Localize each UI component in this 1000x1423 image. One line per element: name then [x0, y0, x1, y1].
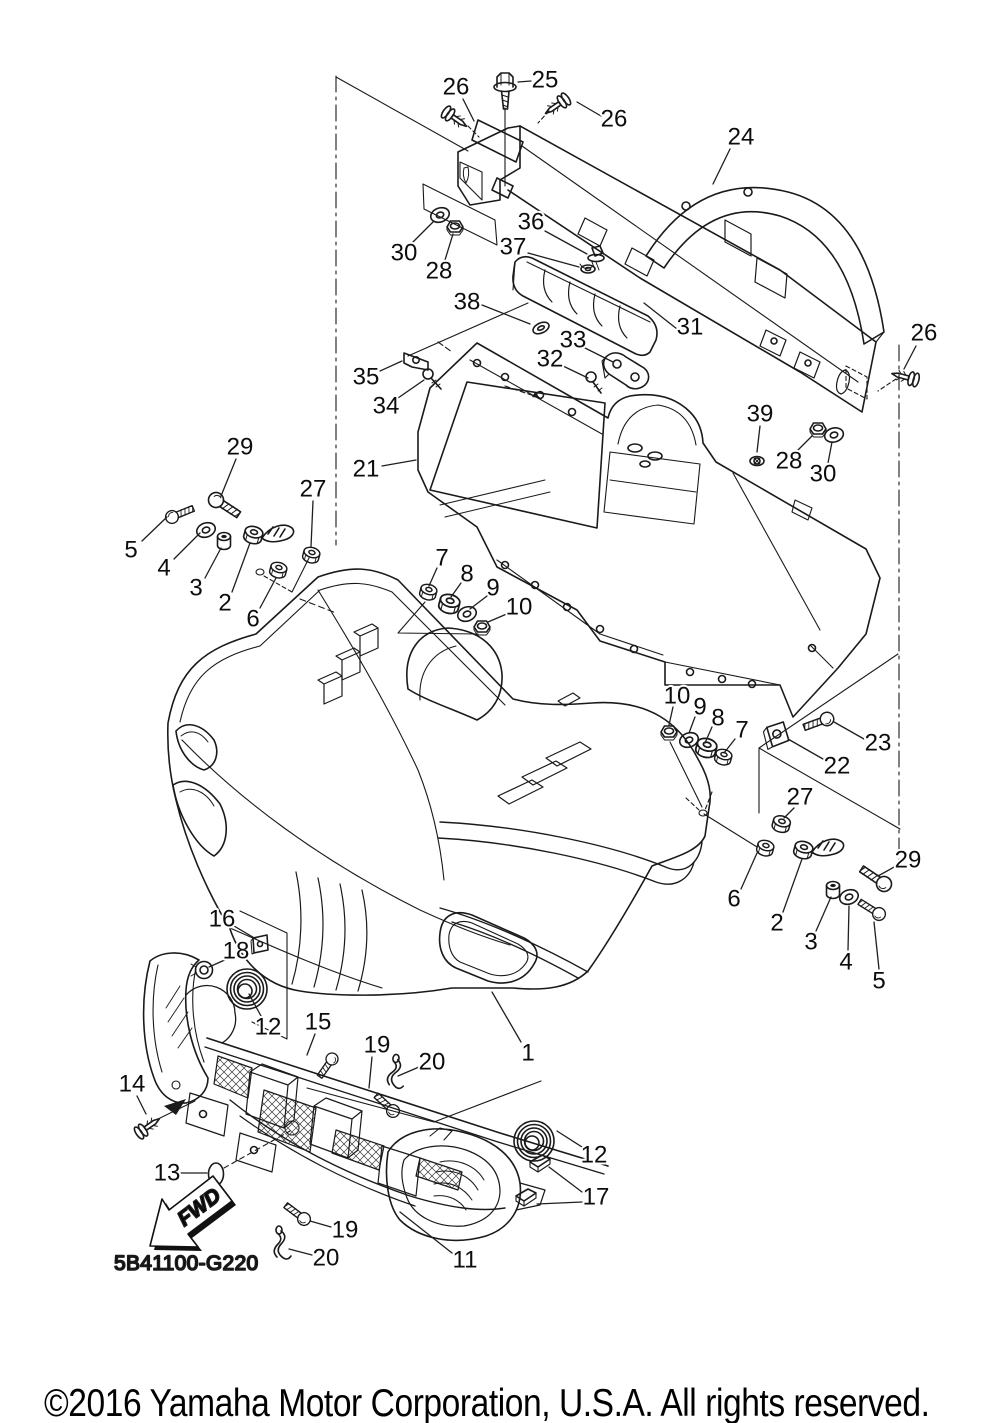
- part-21-dash-panel: [418, 343, 880, 717]
- part-28-nut: [810, 423, 826, 437]
- callout-leader-20: [398, 1067, 419, 1076]
- callout-label-14: 14: [118, 1070, 146, 1098]
- callout-leader-26: [463, 99, 474, 121]
- callout-label-34: 34: [372, 392, 400, 420]
- callout-leader-24: [713, 149, 730, 184]
- callout-leader-15: [307, 1034, 315, 1055]
- callout-leader-23: [834, 722, 864, 739]
- callout-label-21: 21: [352, 455, 380, 483]
- callout-leader-38: [482, 305, 530, 324]
- callout-leader-3: [205, 548, 221, 578]
- callout-label-30: 30: [809, 460, 837, 488]
- callout-label-10: 10: [505, 593, 533, 621]
- callout-leader-2: [783, 859, 802, 912]
- part-35-bracket: [404, 353, 428, 370]
- callout-label-35: 35: [352, 363, 380, 391]
- callout-leader-17: [537, 1202, 582, 1204]
- callout-label-24: 24: [727, 123, 755, 151]
- callout-label-11: 11: [452, 1246, 478, 1274]
- callout-label-19: 19: [363, 1031, 391, 1059]
- callout-label-28: 28: [425, 257, 453, 285]
- callout-label-30: 30: [390, 239, 418, 267]
- callout-leader-9: [470, 596, 487, 609]
- part-37-damper-washer: [580, 264, 595, 273]
- part-26-clip-screw: [440, 105, 471, 132]
- callout-label-10: 10: [663, 682, 691, 710]
- part-39-push-nut: [750, 457, 764, 466]
- callout-label-18: 18: [222, 937, 250, 965]
- callout-leader-25: [518, 81, 531, 82]
- fwd-indicator: [150, 1176, 236, 1251]
- callout-leader-39: [757, 426, 760, 452]
- callout-label-12: 12: [580, 1141, 608, 1169]
- callout-label-9: 9: [693, 693, 707, 721]
- callout-leader-12: [557, 1131, 582, 1147]
- callout-leader-5: [874, 922, 879, 969]
- part-26-clip-screw: [890, 367, 920, 388]
- callout-leader-19: [310, 1221, 331, 1227]
- part-30-washer: [429, 205, 452, 225]
- callout-label-8: 8: [711, 704, 725, 732]
- callout-label-8: 8: [460, 560, 474, 588]
- part-38-damper: [531, 320, 551, 336]
- callout-leader-29: [221, 459, 236, 496]
- callout-label-27: 27: [299, 475, 327, 503]
- part-1-hood: [168, 569, 710, 995]
- callout-label-26: 26: [910, 319, 938, 347]
- callout-label-15: 15: [304, 1008, 332, 1036]
- callout-label-26: 26: [442, 73, 470, 101]
- callout-label-29: 29: [894, 846, 922, 874]
- callout-leader-5: [142, 517, 167, 541]
- callout-label-13: 13: [153, 1159, 181, 1187]
- callout-label-26: 26: [600, 105, 628, 133]
- callout-leader-20: [289, 1249, 312, 1255]
- callout-leader-17: [549, 1167, 582, 1192]
- callout-leader-35: [380, 361, 402, 371]
- callout-leader-4: [848, 906, 849, 950]
- callout-leader-7: [724, 739, 735, 753]
- callout-leader-26: [904, 346, 916, 369]
- callout-label-31: 31: [676, 313, 704, 341]
- callout-leader-2: [232, 543, 250, 592]
- callout-leader-34: [398, 380, 424, 398]
- callout-label-28: 28: [775, 447, 803, 475]
- part-33-bracket: [602, 353, 649, 389]
- callout-label-12: 12: [254, 1013, 282, 1041]
- callout-label-38: 38: [453, 288, 481, 316]
- callout-leader-3: [816, 897, 831, 931]
- part-26-clip-screw: [542, 92, 573, 119]
- callout-label-27: 27: [786, 783, 814, 811]
- part-32-screw: [586, 372, 602, 393]
- callout-label-19: 19: [331, 1216, 359, 1244]
- right-hinge-fasteners: [661, 710, 894, 922]
- copyright-text: ©2016 Yamaha Motor Corporation, U.S.A. All rights reserved.: [44, 1382, 930, 1423]
- fwd-label: FWD: [173, 1183, 226, 1231]
- callout-label-37: 37: [499, 233, 527, 261]
- callout-label-20: 20: [312, 1244, 340, 1272]
- callout-label-33: 33: [559, 326, 587, 354]
- callout-leader-27: [311, 501, 313, 547]
- callout-label-4: 4: [157, 554, 171, 582]
- callout-label-5: 5: [872, 967, 886, 995]
- callout-label-16: 16: [208, 905, 236, 933]
- callout-leader-1: [492, 992, 521, 1042]
- callout-leader-32: [563, 366, 588, 378]
- callout-leader-29: [878, 866, 896, 876]
- callout-label-22: 22: [823, 752, 851, 780]
- callout-leader-6: [260, 578, 276, 608]
- callout-leader-4: [174, 533, 200, 559]
- callout-label-6: 6: [727, 885, 741, 913]
- callout-label-36: 36: [517, 208, 545, 236]
- callout-label-20: 20: [418, 1048, 446, 1076]
- callout-leader-26: [577, 102, 601, 116]
- callout-label-9: 9: [486, 574, 500, 602]
- callout-label-7: 7: [735, 716, 749, 744]
- callout-label-3: 3: [189, 574, 203, 602]
- callout-leader-21: [382, 460, 416, 466]
- callout-label-1: 1: [521, 1039, 535, 1067]
- callout-label-5: 5: [124, 536, 138, 564]
- callout-label-4: 4: [839, 948, 853, 976]
- callout-label-17: 17: [582, 1183, 610, 1211]
- callout-label-2: 2: [218, 589, 232, 617]
- callout-label-3: 3: [804, 928, 818, 956]
- callout-label-7: 7: [435, 544, 449, 572]
- callout-label-6: 6: [246, 605, 260, 633]
- callout-label-2: 2: [770, 909, 784, 937]
- callout-label-23: 23: [864, 729, 892, 757]
- callout-leader-10: [669, 707, 673, 725]
- callout-leader-19: [369, 1057, 372, 1088]
- callout-label-29: 29: [226, 433, 254, 461]
- part-28-nut: [447, 221, 463, 235]
- callout-leader-6: [741, 853, 757, 889]
- part-code-label: 5B41100-G220: [114, 1252, 259, 1275]
- callout-leader-36: [545, 231, 587, 254]
- callout-label-25: 25: [531, 66, 559, 94]
- callout-label-32: 32: [536, 345, 564, 373]
- callout-leader-28: [445, 234, 453, 260]
- callout-leader-22: [788, 739, 823, 759]
- callout-leader-14: [137, 1096, 146, 1114]
- callout-label-39: 39: [746, 400, 774, 428]
